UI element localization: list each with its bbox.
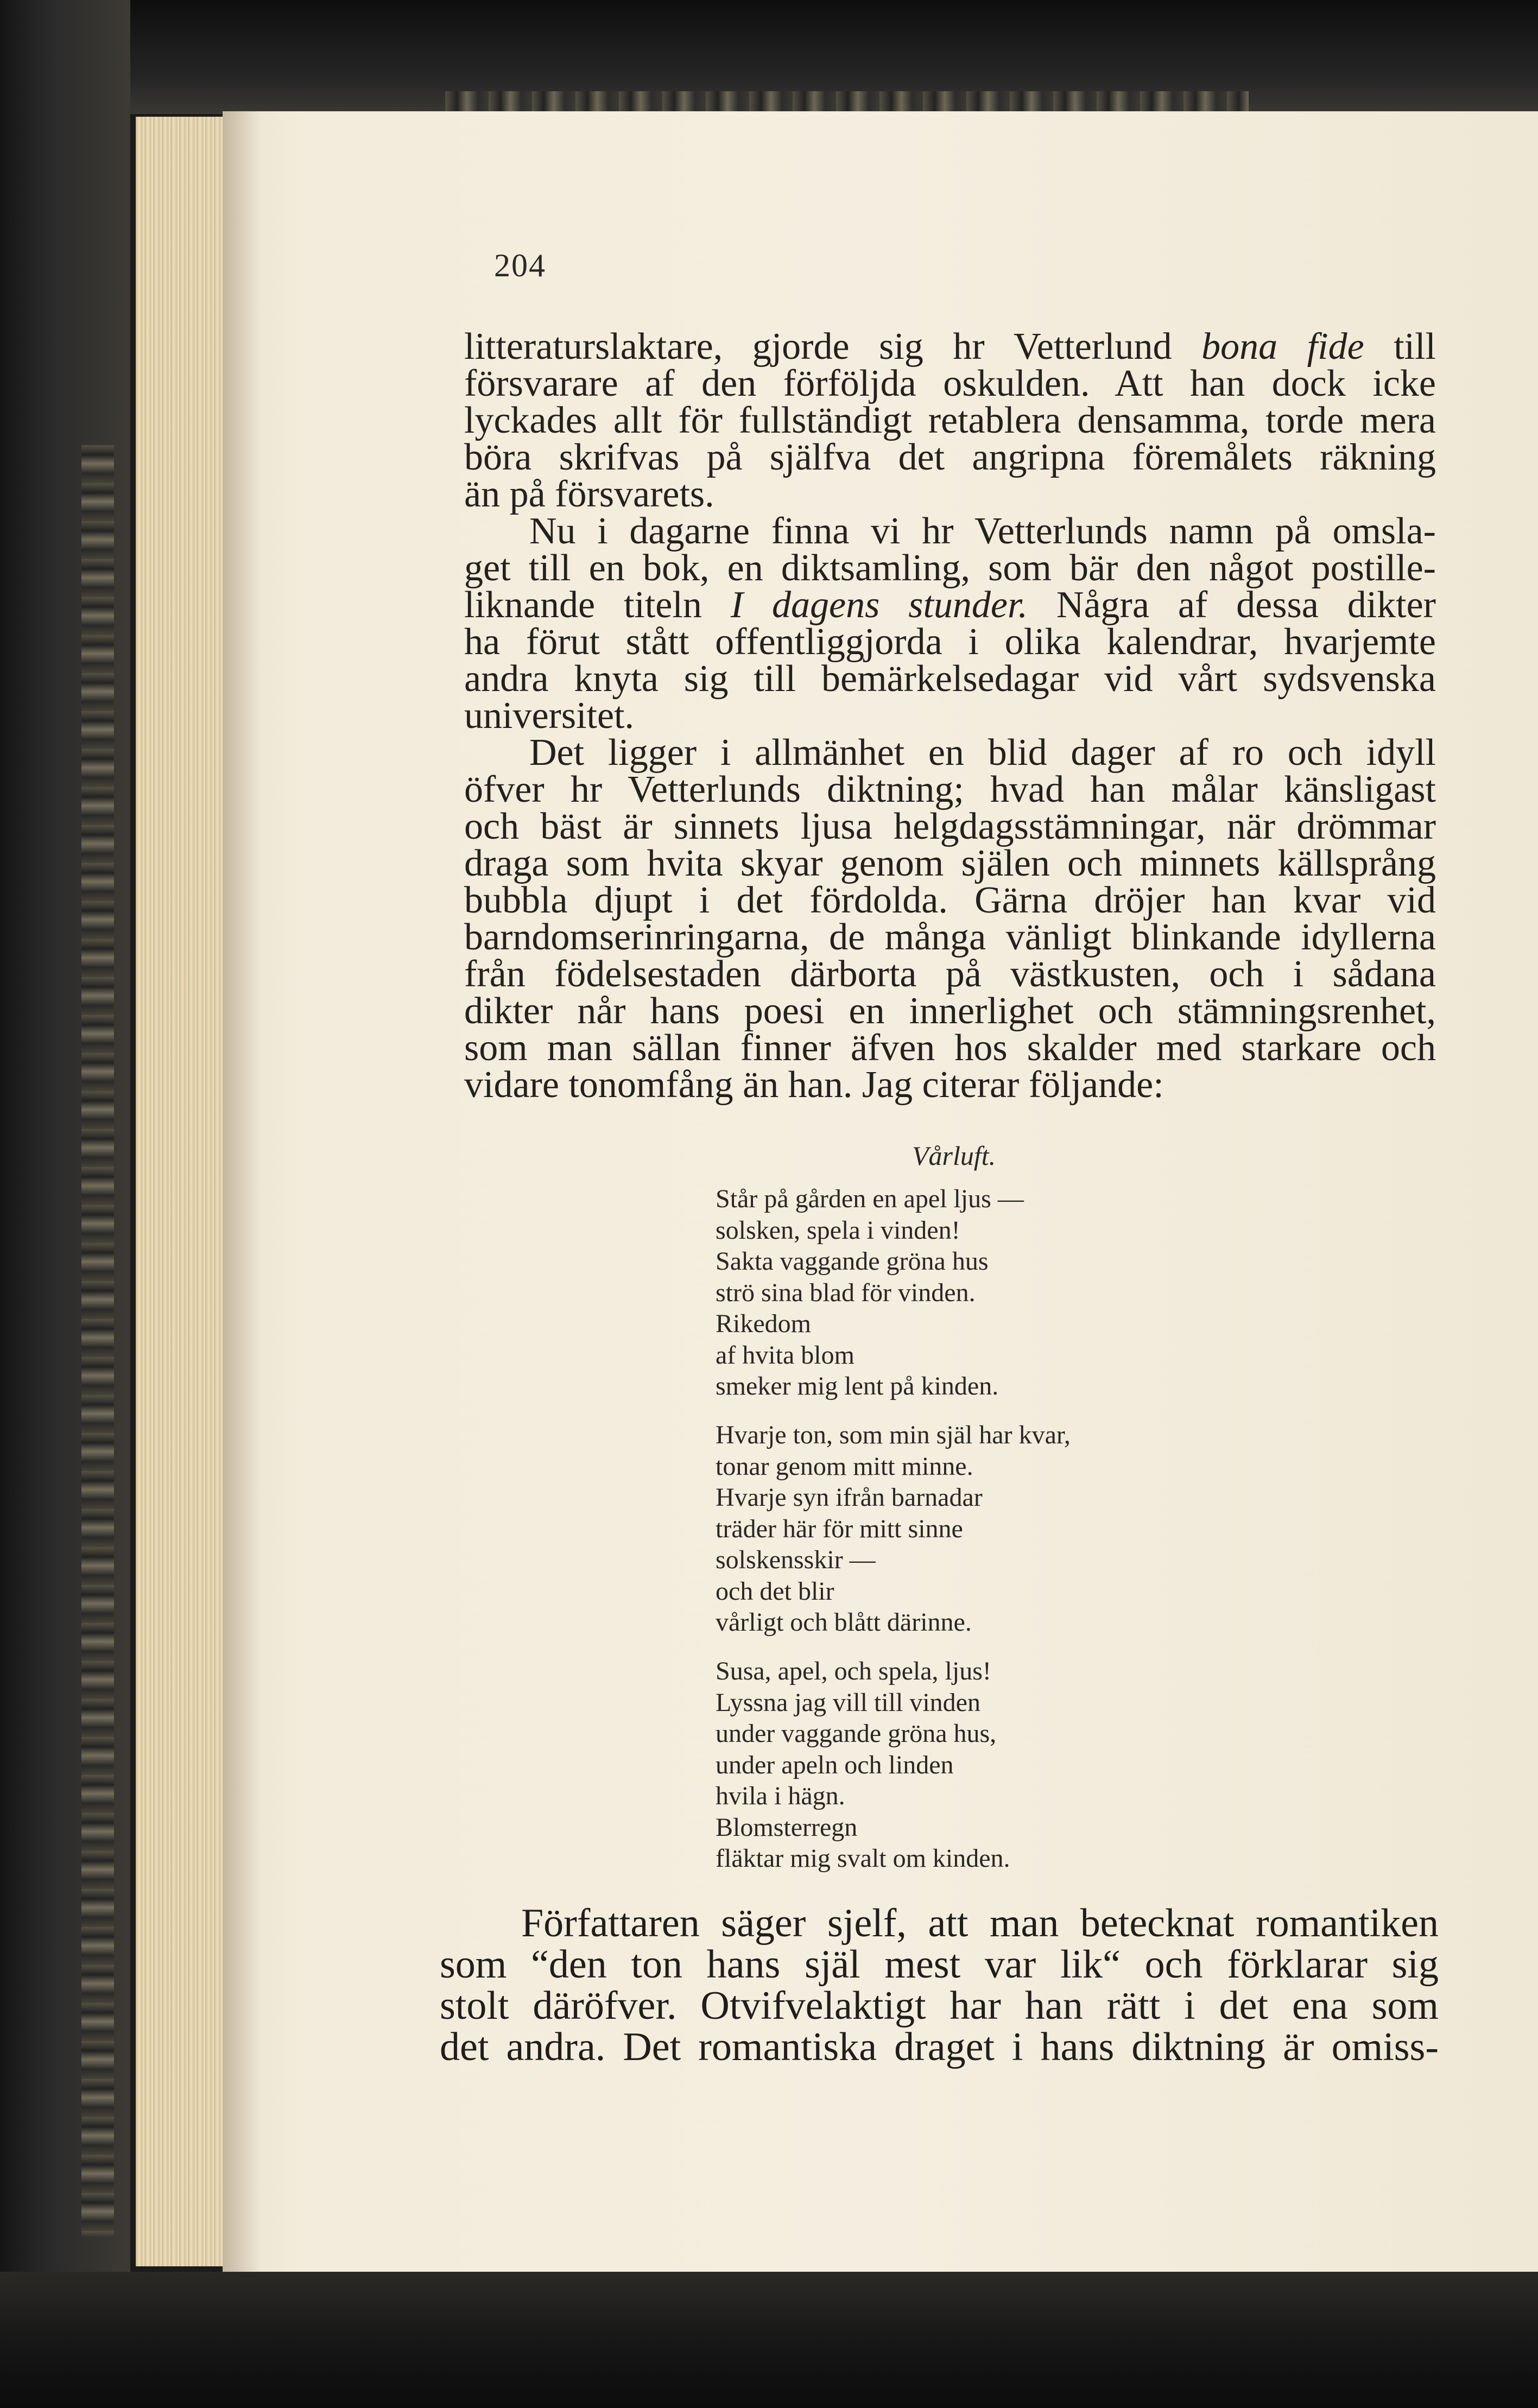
paragraph-1 <box>464 328 1436 513</box>
text-line: dikter når hans poesi en innerlighet och stämningsrenhet, <box>464 990 1436 1032</box>
poem-line: Står på gården en apel ljus — <box>716 1184 1024 1213</box>
text-line: universitet. <box>464 695 634 737</box>
binding-edge-left <box>81 445 114 2236</box>
poem-line: Hvarje ton, som min själ har kvar, <box>716 1421 1071 1449</box>
poem-line: Hvarje syn ifrån barnadar <box>716 1483 983 1512</box>
paragraph-3 <box>464 734 1436 1104</box>
text-line: böra skrifvas på själfva det angripna föremålets räkning <box>464 436 1436 478</box>
text-line: och bäst är sinnets ljusa helgdagsstämningar, när drömmar <box>464 806 1436 847</box>
text-line: öfver hr Vetterlunds diktning; hvad han målar känsligast <box>464 769 1436 810</box>
text-line: draga som hvita skyar genom själen och minnets källsprång <box>464 842 1436 884</box>
poem-line: Susa, apel, och spela, ljus! <box>716 1657 991 1685</box>
page-stack-edges <box>136 117 228 2266</box>
page-number: 204 <box>494 248 546 283</box>
text-line: Nu i dagarne finna vi hr Vetterlunds namn på omsla- <box>529 510 1436 552</box>
text-line: get till en bok, en diktsamling, som bär den något postille- <box>464 547 1436 589</box>
poem-line: vårligt och blått därinne. <box>716 1608 972 1637</box>
paragraph-2 <box>464 510 1436 737</box>
poem-line: tonar genom mitt minne. <box>716 1452 973 1481</box>
text-line: från födelsestaden därborta på västkusten, och i sådana <box>464 953 1436 995</box>
gutter-shadow <box>223 111 261 2272</box>
text-line: lyckades allt för fullständigt retablera densamma, torde mera <box>464 400 1436 441</box>
poem-stanza-3 <box>716 1656 1010 1874</box>
book-cover-bottom <box>0 2272 1538 2408</box>
poem-line: fläktar mig svalt om kinden. <box>716 1844 1010 1873</box>
poem-line: Lyssna jag vill till vinden <box>716 1688 980 1717</box>
poem-line: af hvita blom <box>716 1340 855 1370</box>
poem-line: och det blir <box>716 1576 834 1606</box>
poem-line: smeker mig lent på kinden. <box>716 1372 999 1401</box>
poem-stanza-1 <box>716 1183 1024 1402</box>
poem-line: under apeln och linden <box>716 1750 954 1779</box>
poem-line: solskensskir — <box>716 1545 876 1574</box>
poem-line: träder här för mitt sinne <box>716 1514 963 1543</box>
text-line: andra knyta sig till bemärkelsedagar vid vårt sydsvenska <box>464 658 1436 700</box>
binding-edge-top <box>445 91 1249 113</box>
text-line: Författaren säger sjelf, att man betecknat romantiken <box>521 1901 1439 1946</box>
text-line: vidare tonomfång än han. Jag citerar följande: <box>464 1064 1164 1106</box>
text-line: litteraturslaktare, gjorde sig hr Vetterlund bona fide till <box>464 326 1436 367</box>
text-line: som man sällan finner äfven hos skalder med starkare och <box>464 1027 1436 1069</box>
paragraph-4 <box>440 1903 1439 2068</box>
text-line: barndomserinringarna, de många vänligt blinkande idyllerna <box>464 916 1436 958</box>
text-line: bubbla djupt i det fördolda. Gärna dröjer han kvar vid <box>464 879 1436 921</box>
text-line: stolt däröfver. Otvifvelaktigt har han rätt i det ena som <box>440 1984 1439 2028</box>
poem-stanza-2 <box>716 1420 1071 1638</box>
poem-line: Rikedom <box>716 1309 811 1338</box>
text-line: än på försvarets. <box>464 473 714 515</box>
text-line: försvarare af den förföljda oskulden. Att han dock icke <box>464 363 1436 404</box>
poem-line: Sakta vaggande gröna hus <box>716 1247 989 1276</box>
poem-line: hvila i hägn. <box>716 1782 845 1810</box>
poem-line: strö sina blad för vinden. <box>716 1278 976 1307</box>
text-line: som “den ton hans själ mest var lik“ och förklarar sig <box>440 1942 1439 1987</box>
text-line: liknande titeln I dagens stunder. Några af dessa dikter <box>464 584 1436 626</box>
poem-title: Vårluft. <box>912 1140 996 1171</box>
poem-line: solsken, spela i vinden! <box>716 1215 960 1245</box>
poem-line: Blomsterregn <box>716 1813 858 1842</box>
text-line: Det ligger i allmänhet en blid dager af ro och idyll <box>529 732 1436 774</box>
text-line: ha förut stått offentliggjorda i olika kalendrar, hvarjemte <box>464 621 1436 663</box>
poem-line: under vaggande gröna hus, <box>716 1719 997 1748</box>
text-line: det andra. Det romantiska draget i hans diktning är omiss- <box>440 2025 1439 2069</box>
